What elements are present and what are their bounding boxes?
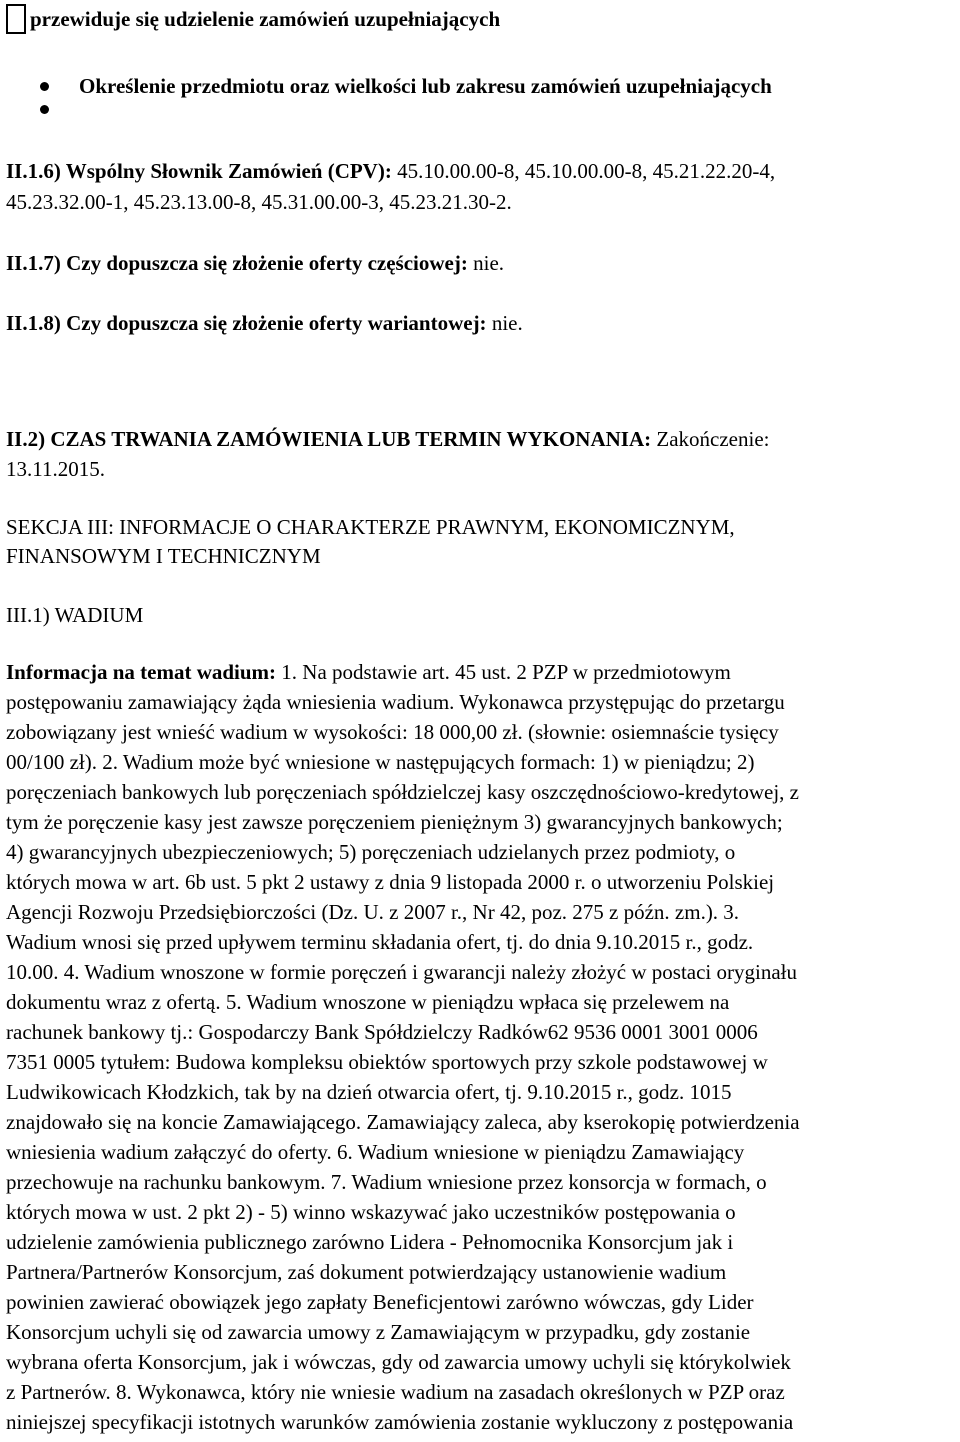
bullet-icon — [40, 82, 49, 91]
wadium-line — [6, 899, 739, 925]
bullet-icon — [40, 105, 49, 114]
wadium-line — [6, 809, 783, 835]
variant-offer-line — [6, 310, 523, 336]
wadium-text: których mowa w ust. 2 pkt 2) - 5) winno wskazywać jako uczestników postępowania o — [6, 1200, 736, 1224]
wadium-text: przechowuje na rachunku bankowym. 7. Wadium wniesione przez konsorcja w formach, o — [6, 1170, 767, 1194]
wadium-text: poręczeniach bankowych lub poręczeniach spółdzielczej kasy oszczędnościowo-kredytowej, z — [6, 780, 799, 804]
wadium-line — [6, 1169, 767, 1195]
wadium-line — [6, 1019, 758, 1045]
wadium-line — [6, 1349, 791, 1375]
wadium-line — [6, 779, 799, 805]
wadium-line — [6, 1379, 785, 1405]
list-item — [40, 105, 79, 114]
wadium-line — [6, 1259, 726, 1285]
wadium-text: których mowa w art. 6b ust. 5 pkt 2 ustawy z dnia 9 listopada 2000 r. o utworzeniu Polskiej — [6, 870, 775, 894]
duration-line-1 — [6, 426, 769, 452]
wadium-text: 1. Na podstawie art. 45 ust. 2 PZP w przedmiotowym — [281, 660, 731, 684]
section-heading-2: FINANSOWYM I TECHNICZNYM — [6, 544, 321, 568]
wadium-text: z Partnerów. 8. Wykonawca, który nie wniesie wadium na zasadach określonych w PZP oraz — [6, 1380, 785, 1404]
wadium-text: Partnera/Partnerów Konsorcjum, zaś dokument potwierdzający ustanowienie wadium — [6, 1260, 727, 1284]
wadium-line — [6, 1409, 793, 1435]
wadium-line — [6, 989, 729, 1015]
wadium-line — [6, 1319, 750, 1345]
wadium-line — [6, 1049, 768, 1075]
wadium-line — [6, 749, 754, 775]
wadium-line — [6, 929, 753, 955]
wadium-text: Wadium wnosi się przed upływem terminu składania ofert, tj. do dnia 9.10.2015 r., godz. — [6, 930, 754, 954]
variant-offer-value: nie. — [491, 311, 523, 335]
wadium-text: 00/100 zł). 2. Wadium może być wniesione w następujących formach: 1) w pieniądzu; 2) — [6, 750, 755, 774]
wadium-text: powinien zawierać obowiązek jego zapłaty Beneficjentowi zarówno wówczas, gdy Lider — [6, 1290, 754, 1314]
duration-value-1: Zakończenie: — [656, 427, 770, 451]
partial-offer-line — [6, 250, 504, 276]
cpv-codes-2: 45.23.32.00-1, 45.23.13.00-8, 45.31.00.00-3, 45.23.21.30-2. — [6, 190, 512, 214]
list-item — [40, 73, 772, 99]
cpv-line-2 — [6, 189, 512, 215]
wadium-line — [6, 1139, 744, 1165]
cpv-line-1 — [6, 158, 775, 184]
wadium-text: rachunek bankowy tj.: Gospodarczy Bank Spółdzielczy Radków62 9536 0001 3001 0006 — [6, 1020, 758, 1044]
wadium-label: Informacja na temat wadium: — [6, 660, 277, 684]
cpv-label: II.1.6) Wspólny Słownik Zamówień (CPV): — [6, 159, 392, 183]
supplementary-orders-option[interactable] — [6, 4, 500, 34]
list-item-text: Określenie przedmiotu oraz wielkości lub zakresu zamówień uzupełniających — [79, 74, 772, 98]
wadium-line — [6, 659, 731, 685]
wadium-heading — [6, 602, 143, 628]
duration-line-2 — [6, 456, 105, 482]
wadium-text: znajdowało się na koncie Zamawiającego. Zamawiający zaleca, aby kserokopię potwierdzenia — [6, 1110, 800, 1134]
wadium-text: postępowaniu zamawiający żąda wniesienia wadium. Wykonawca przystępując do przetargu — [6, 690, 785, 714]
wadium-text: wybrana oferta Konsorcjum, jak i wówczas, gdy od zawarcia umowy uchyli się którykolwiek — [6, 1350, 791, 1374]
cpv-codes-1: 45.10.00.00-8, 45.10.00.00-8, 45.21.22.20-4, — [397, 159, 776, 183]
wadium-text: Ludwikowicach Kłodzkich, tak by na dzień otwarcia ofert, tj. 9.10.2015 r., godz. 1015 — [6, 1080, 732, 1104]
duration-label: II.2) CZAS TRWANIA ZAMÓWIENIA LUB TERMIN WYKONANIA: — [6, 427, 652, 451]
section-heading-1: SEKCJA III: INFORMACJE O CHARAKTERZE PRAWNYM, EKONOMICZNYM, — [6, 515, 735, 539]
wadium-text: 4) gwarancyjnych ubezpieczeniowych; 5) poręczeniach udzielanych przez podmioty, o — [6, 840, 736, 864]
section-heading — [6, 514, 735, 540]
wadium-line — [6, 1199, 736, 1225]
supplementary-orders-label: przewiduje się udzielenie zamówień uzupełniających — [30, 6, 501, 31]
wadium-text: udzielenie zamówienia publicznego zarówno Lidera - Pełnomocnika Konsorcjum jak i — [6, 1230, 734, 1254]
section-heading-cont — [6, 543, 321, 569]
partial-offer-label: II.1.7) Czy dopuszcza się złożenie oferty częściowej: — [6, 251, 468, 275]
wadium-line — [6, 1079, 731, 1105]
wadium-text: wniesienia wadium załączyć do oferty. 6. Wadium wniesione w pieniądzu Zamawiający — [6, 1140, 745, 1164]
wadium-text: 10.00. 4. Wadium wnoszone w formie poręczeń i gwarancji należy złożyć w postaci oryginału — [6, 960, 797, 984]
wadium-line — [6, 1289, 754, 1315]
wadium-text: Agencji Rozwoju Przedsiębiorczości (Dz. U. z 2007 r., Nr 42, poz. 275 z późn. zm.). 3. — [6, 900, 740, 924]
wadium-heading-text: III.1) WADIUM — [6, 603, 144, 627]
wadium-text: dokumentu wraz z ofertą. 5. Wadium wnoszone w pieniądzu wpłaca się przelewem na — [6, 990, 730, 1014]
wadium-line — [6, 1229, 733, 1255]
wadium-line — [6, 689, 785, 715]
partial-offer-value: nie. — [473, 251, 505, 275]
wadium-line — [6, 869, 774, 895]
wadium-text: tym że poręczenie kasy jest zawsze poręczeniem pieniężnym 3) gwarancyjnych bankowych; — [6, 810, 783, 834]
wadium-text: zobowiązany jest wnieść wadium w wysokości: 18 000,00 zł. (słownie: osiemnaście tysięcy — [6, 720, 779, 744]
variant-offer-label: II.1.8) Czy dopuszcza się złożenie oferty wariantowej: — [6, 311, 487, 335]
wadium-text: 7351 0005 tytułem: Budowa kompleksu obiektów sportowych przy szkole podstawowej w — [6, 1050, 768, 1074]
wadium-text: niniejszej specyfikacji istotnych warunków zamówienia zostanie wykluczony z postępowania — [6, 1410, 794, 1434]
wadium-line — [6, 719, 779, 745]
duration-value-2: 13.11.2015. — [6, 457, 105, 481]
wadium-text: Konsorcjum uchyli się od zawarcia umowy z Zamawiającym w przypadku, gdy zostanie — [6, 1320, 751, 1344]
wadium-line — [6, 839, 735, 865]
wadium-line — [6, 959, 797, 985]
checkbox-icon[interactable] — [6, 4, 26, 34]
wadium-line — [6, 1109, 800, 1135]
